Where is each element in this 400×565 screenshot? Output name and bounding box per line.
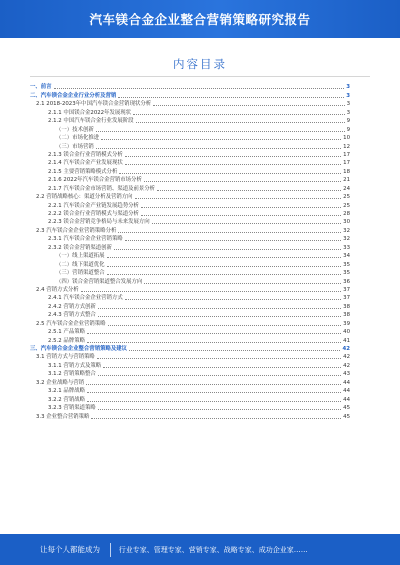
toc-entry-text: 2.2.2 镁合金行业营销模式与渠道分析 [48,211,139,217]
toc-entry-text: 二、汽车镁合金企业行业分析及营销 [30,92,117,99]
toc-entry-page: 39 [343,320,350,327]
toc-leader-dots [125,239,341,241]
toc-entry-page: 35 [343,261,350,268]
toc-leader-dots [125,163,341,165]
toc-entry-text: 2.1.3 镁合金行业营销模式分析 [48,151,123,158]
toc-entry-page: 10 [343,135,350,142]
toc-entry-text: 2.1.2 中国汽车镁合金行业发展阶段 [48,118,134,125]
toc-entry-text: 2.4.1 汽车镁合金企业营销方式 [48,295,123,302]
toc-divider [30,76,370,77]
toc-entry[interactable] [30,386,350,394]
toc-entry-page: 3 [346,101,350,108]
toc-entry-text: 2.3.1 汽车镁合金企业营销策略 [48,236,123,243]
toc-leader-dots [86,383,341,385]
toc-entry-text: （四）镁合金营销渠道整合发展方向 [56,278,143,285]
toc-leader-dots [98,374,341,376]
toc-entry-text: （三）市场营销 [56,143,94,150]
toc-entry-page: 17 [343,160,350,167]
report-footer [0,534,400,565]
toc-entry-page: 33 [343,244,350,251]
toc-entry-page: 24 [343,185,350,192]
toc-entry[interactable] [30,99,350,107]
toc-entry-text: 2.4 营销方式分析 [36,286,79,293]
footer-separator [110,543,111,557]
toc-entry-page: 3 [346,84,350,91]
toc-leader-dots [129,349,340,351]
toc-entry-text: 2.4.3 营销方式整合 [48,312,96,319]
toc-entry-text: 2.2.3 镁合金营销竞争格局与未来发展方向 [48,219,150,226]
toc-entry-page: 32 [343,227,350,234]
toc-entry[interactable] [30,344,350,352]
toc-entry-page: 12 [343,143,350,150]
toc-entry-page: 25 [343,194,350,201]
toc-entry-text: 3.1 营销方式与营销策略 [36,354,95,361]
toc-leader-dots [118,96,344,98]
toc-entry[interactable] [30,107,350,115]
toc-entry[interactable] [30,124,350,132]
toc-entry[interactable] [30,301,350,309]
toc-entry[interactable] [30,276,350,284]
toc-entry[interactable] [30,175,350,183]
toc-leader-dots [119,172,341,174]
toc-entry-page: 45 [343,405,350,412]
toc-entry-page: 28 [343,211,350,217]
toc-entry[interactable] [30,133,350,141]
toc-entry-text: 3.1.1 营销方式及策略 [48,362,102,369]
toc-leader-dots [144,180,341,182]
toc-entry-text: 3.2 企业战略与营销 [36,379,85,386]
toc-entry-page: 44 [343,379,350,386]
toc-entry-text: 2.3.2 镁合金营销渠道创新 [48,244,112,251]
toc-entry-page: 42 [343,354,350,361]
toc-entry-text: 三、汽车镁合金企业整合营销策略及建议 [30,346,128,352]
toc-entry-text: 2.2 营销战略核心：渠道分析及营销方向 [36,194,133,201]
toc-leader-dots [107,256,342,258]
toc-entry-page: 25 [343,202,350,209]
toc-leader-dots [54,87,345,89]
toc-entry-page: 41 [343,337,350,344]
toc-entry-page: 37 [343,295,350,302]
toc-entry-text: （一）线上渠道拓展 [56,253,105,260]
toc-leader-dots [141,214,341,216]
toc-entry-page: 21 [343,177,350,184]
toc-entry-text: 2.5.2 品牌策略 [48,337,85,344]
toc-leader-dots [103,366,341,368]
toc-entry-text: 2.5.1 产品策略 [48,329,85,336]
toc-entry-page: 35 [343,270,350,277]
toc-entry[interactable] [30,158,350,166]
toc-entry[interactable] [30,242,350,250]
toc-entry-text: 2.1.1 中国镁合金2022年发展现状 [48,109,132,116]
toc-entry[interactable] [30,116,350,124]
toc-entry[interactable] [30,90,350,98]
toc-entry[interactable] [30,360,350,368]
toc-leader-dots [98,408,341,410]
toc-leader-dots [98,307,341,309]
toc-entry[interactable] [30,141,350,149]
toc-entry-text: 3.2.1 品牌战略 [48,388,85,395]
toc-leader-dots [141,206,341,208]
footer-roles: 行业专家、管理专家、营销专家、战略专家、成功企业家…… [118,545,308,554]
toc-entry-text: 2.1.4 汽车镁合金产业发展现状 [48,160,123,167]
report-header [0,0,400,38]
table-of-contents [30,82,350,420]
toc-entry[interactable] [30,285,350,293]
toc-entry[interactable] [30,327,350,335]
toc-entry-page: 17 [343,151,350,158]
toc-entry-text: 3.2.2 营销战略 [48,396,85,403]
toc-entry-text: 2.1 2018-2023年中国汽车镁合金营销现状分析 [36,101,152,108]
toc-entry-page: 44 [343,388,350,395]
toc-entry[interactable] [30,318,350,326]
toc-entry[interactable] [30,352,350,360]
toc-entry[interactable] [30,166,350,174]
toc-entry-page: 3 [346,92,350,99]
toc-entry-text: 2.2.1 汽车镁合金产业链发展趋势分析 [48,202,139,209]
toc-entry[interactable] [30,183,350,191]
toc-entry[interactable] [30,377,350,385]
toc-leader-dots [125,298,341,300]
toc-leader-dots [144,282,341,284]
toc-entry[interactable] [30,310,350,318]
toc-entry-text: （二）线下渠道优化 [56,261,105,268]
toc-leader-dots [153,104,344,106]
toc-entry[interactable] [30,150,350,158]
toc-entry-page: 9 [346,118,350,125]
toc-leader-dots [107,265,342,267]
toc-entry-text: （二）市场化推进 [56,135,100,142]
toc-entry-page: 36 [343,278,350,285]
toc-entry-text: 2.1.6 2022年汽车镁合金营销市场分析 [48,177,142,184]
toc-entry[interactable] [30,209,350,217]
toc-entry-page: 32 [343,236,350,243]
toc-entry-page: 37 [343,286,350,293]
toc-entry[interactable] [30,225,350,233]
toc-entry-page: 44 [343,396,350,403]
report-title: 汽车镁合金企业整合营销策略研究报告 [89,12,311,27]
toc-entry-page: 42 [342,346,350,352]
toc-entry-page: 38 [343,303,350,310]
toc-leader-dots [133,113,345,115]
toc-leader-dots [81,290,342,292]
toc-entry-text: 3.3 企业整合营销策略 [36,413,90,420]
toc-entry-page: 45 [343,413,350,420]
toc-entry[interactable] [30,394,350,402]
toc-leader-dots [87,391,341,393]
toc-entry-text: （三）营销渠道整合 [56,270,105,277]
toc-entry-text: 2.3 汽车镁合金企业营销策略分析 [36,227,117,234]
toc-leader-dots [91,417,341,419]
toc-entry[interactable] [30,192,350,200]
toc-leader-dots [107,273,342,275]
toc-leader-dots [108,324,342,326]
toc-entry-page: 30 [343,219,350,226]
toc-entry[interactable] [30,234,350,242]
toc-entry-page: 42 [343,362,350,369]
toc-leader-dots [152,222,341,224]
toc-entry[interactable] [30,217,350,225]
toc-entry[interactable] [30,403,350,411]
toc-entry-page: 38 [343,312,350,319]
toc-entry-text: 2.1.7 汽车镁合金市场营销、渠道及前景分析 [48,185,156,192]
toc-entry-text: 2.1.5 主要营销策略模式分析 [48,168,118,175]
toc-leader-dots [96,130,345,132]
toc-entry-page: 3 [346,109,350,116]
toc-entry-text: 2.5 汽车镁合金企业营销策略 [36,320,106,327]
footer-slogan: 让每个人都能成为 [40,545,100,554]
toc-leader-dots [136,121,345,123]
toc-leader-dots [125,155,341,157]
toc-entry-page: 43 [343,371,350,378]
toc-leader-dots [118,231,341,233]
toc-entry-text: 一、前言 [30,84,52,91]
toc-entry-text: 3.2.3 营销渠道策略 [48,405,96,412]
toc-leader-dots [87,400,341,402]
toc-leader-dots [96,147,341,149]
toc-entry-page: 40 [343,329,350,336]
toc-entry[interactable] [30,82,350,90]
toc-leader-dots [87,332,341,334]
toc-entry[interactable] [30,251,350,259]
toc-entry-text: （一）技术创新 [56,126,94,133]
toc-leader-dots [97,357,341,359]
toc-leader-dots [114,248,341,250]
toc-entry[interactable] [30,293,350,301]
toc-entry-page: 9 [346,126,350,133]
toc-entry[interactable] [30,200,350,208]
toc-entry[interactable] [30,369,350,377]
toc-entry[interactable] [30,335,350,343]
toc-title: 内容目录 [173,57,227,71]
toc-leader-dots [98,315,341,317]
toc-leader-dots [135,197,342,199]
toc-entry-text: 2.4.2 营销方式创新 [48,303,96,310]
toc-entry[interactable] [30,268,350,276]
toc-leader-dots [101,138,341,140]
toc-entry-text: 3.1.2 营销策略整合 [48,371,96,378]
toc-leader-dots [87,341,341,343]
toc-entry[interactable] [30,411,350,419]
toc-entry-page: 34 [343,253,350,260]
toc-entry[interactable] [30,259,350,267]
toc-entry-page: 18 [343,168,350,175]
toc-leader-dots [157,189,341,191]
